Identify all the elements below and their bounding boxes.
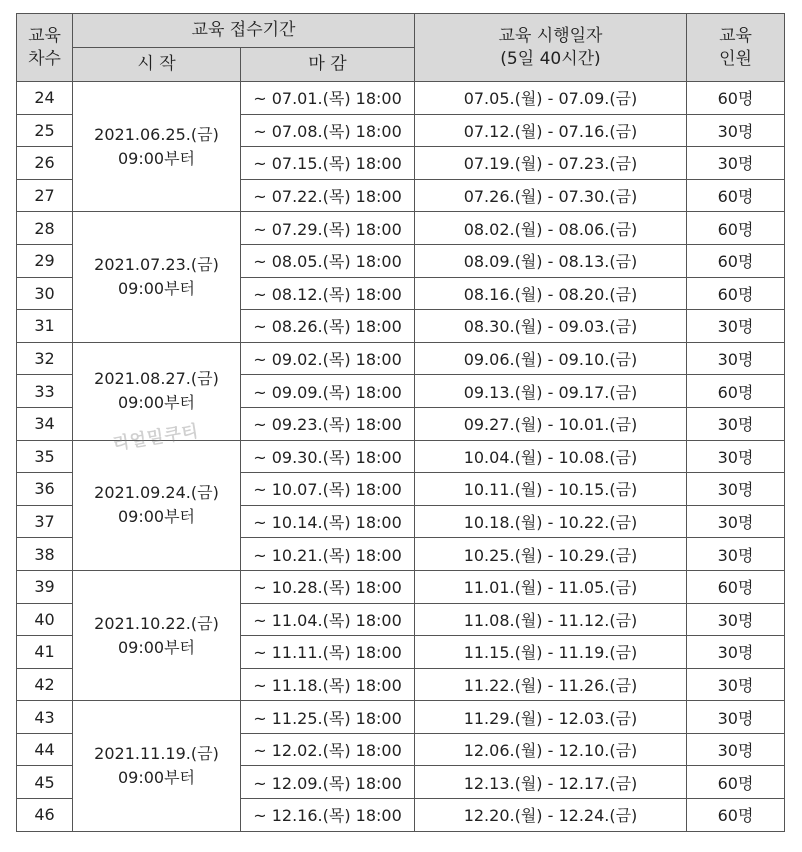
round-cell: 36 (17, 473, 73, 506)
execution-cell: 09.06.(월) - 09.10.(금) (415, 342, 687, 375)
people-cell: 30명 (687, 538, 785, 571)
table-row (17, 701, 785, 734)
deadline-cell: ~ 09.30.(목) 18:00 (241, 440, 415, 473)
header-round-line2: 차수 (28, 48, 61, 69)
people-cell: 60명 (687, 375, 785, 408)
people-cell: 60명 (687, 82, 785, 115)
round-cell: 27 (17, 179, 73, 212)
table-row (17, 82, 785, 115)
deadline-cell: ~ 11.11.(목) 18:00 (241, 636, 415, 669)
round-cell: 44 (17, 733, 73, 766)
start-cell (73, 212, 241, 342)
execution-cell: 12.13.(월) - 12.17.(금) (415, 766, 687, 799)
execution-cell: 08.09.(월) - 08.13.(금) (415, 244, 687, 277)
deadline-cell: ~ 11.25.(목) 18:00 (241, 701, 415, 734)
execution-cell: 07.19.(월) - 07.23.(금) (415, 147, 687, 180)
execution-cell: 10.11.(월) - 10.15.(금) (415, 473, 687, 506)
deadline-cell: ~ 07.22.(목) 18:00 (241, 179, 415, 212)
round-cell: 24 (17, 82, 73, 115)
people-cell: 30명 (687, 505, 785, 538)
people-cell: 30명 (687, 310, 785, 343)
table-row (17, 342, 785, 375)
table-row (17, 570, 785, 603)
execution-cell: 11.15.(월) - 11.19.(금) (415, 636, 687, 669)
people-cell: 30명 (687, 733, 785, 766)
start-cell-line: 09:00부터 (117, 279, 196, 299)
people-cell: 30명 (687, 114, 785, 147)
execution-cell: 10.18.(월) - 10.22.(금) (415, 505, 687, 538)
execution-cell: 10.25.(월) - 10.29.(금) (415, 538, 687, 571)
round-cell: 40 (17, 603, 73, 636)
deadline-cell: ~ 12.16.(목) 18:00 (241, 799, 415, 832)
deadline-cell: ~ 12.09.(목) 18:00 (241, 766, 415, 799)
start-cell-line: 2021.09.24.(금) (94, 483, 219, 503)
deadline-cell: ~ 07.15.(목) 18:00 (241, 147, 415, 180)
execution-cell: 07.05.(월) - 07.09.(금) (415, 82, 687, 115)
execution-cell: 09.13.(월) - 09.17.(금) (415, 375, 687, 408)
round-cell: 43 (17, 701, 73, 734)
deadline-cell: ~ 08.05.(목) 18:00 (241, 244, 415, 277)
execution-cell: 09.27.(월) - 10.01.(금) (415, 407, 687, 440)
round-cell: 41 (17, 636, 73, 669)
start-cell-line: 2021.06.25.(금) (94, 124, 219, 144)
header-round (17, 14, 73, 82)
deadline-cell: ~ 07.01.(목) 18:00 (241, 82, 415, 115)
execution-cell: 12.20.(월) - 12.24.(금) (415, 799, 687, 832)
round-cell: 37 (17, 505, 73, 538)
deadline-cell: ~ 11.18.(목) 18:00 (241, 668, 415, 701)
people-cell: 30명 (687, 407, 785, 440)
schedule-table (16, 13, 785, 832)
execution-cell: 08.16.(월) - 08.20.(금) (415, 277, 687, 310)
deadline-cell: ~ 08.26.(목) 18:00 (241, 310, 415, 343)
execution-cell: 07.26.(월) - 07.30.(금) (415, 179, 687, 212)
header-execution-line2: (5일 40시간) (500, 48, 601, 69)
execution-cell: 11.08.(월) - 11.12.(금) (415, 603, 687, 636)
round-cell: 35 (17, 440, 73, 473)
people-cell: 60명 (687, 799, 785, 832)
round-cell: 45 (17, 766, 73, 799)
deadline-cell: ~ 07.29.(목) 18:00 (241, 212, 415, 245)
deadline-cell: ~ 07.08.(목) 18:00 (241, 114, 415, 147)
watermark: 리얼밀쿠티 (111, 421, 201, 455)
execution-cell: 11.01.(월) - 11.05.(금) (415, 570, 687, 603)
people-cell: 60명 (687, 244, 785, 277)
round-cell: 32 (17, 342, 73, 375)
start-cell-line: 09:00부터 (117, 393, 196, 413)
people-cell: 60명 (687, 570, 785, 603)
start-cell-line: 2021.07.23.(금) (94, 255, 219, 275)
deadline-cell: ~ 10.07.(목) 18:00 (241, 473, 415, 506)
header-start: 시 작 (73, 48, 241, 82)
deadline-cell: ~ 10.28.(목) 18:00 (241, 570, 415, 603)
start-cell-line: 2021.11.19.(금) (94, 743, 219, 763)
people-cell: 60명 (687, 766, 785, 799)
people-cell: 30명 (687, 701, 785, 734)
deadline-cell: ~ 11.04.(목) 18:00 (241, 603, 415, 636)
table-row (17, 212, 785, 245)
header-people-line2: 인원 (719, 48, 752, 69)
header-people (687, 14, 785, 82)
round-cell: 39 (17, 570, 73, 603)
deadline-cell: ~ 09.02.(목) 18:00 (241, 342, 415, 375)
round-cell: 29 (17, 244, 73, 277)
people-cell: 60명 (687, 212, 785, 245)
round-cell: 26 (17, 147, 73, 180)
execution-cell: 10.04.(월) - 10.08.(금) (415, 440, 687, 473)
start-cell (73, 82, 241, 212)
start-cell-line: 2021.08.27.(금) (94, 369, 219, 389)
round-cell: 30 (17, 277, 73, 310)
deadline-cell: ~ 09.09.(목) 18:00 (241, 375, 415, 408)
start-cell (73, 701, 241, 831)
people-cell: 30명 (687, 636, 785, 669)
table-body (17, 82, 785, 832)
execution-cell: 11.22.(월) - 11.26.(금) (415, 668, 687, 701)
round-cell: 33 (17, 375, 73, 408)
round-cell: 42 (17, 668, 73, 701)
round-cell: 38 (17, 538, 73, 571)
deadline-cell: ~ 10.21.(목) 18:00 (241, 538, 415, 571)
start-cell-line: 09:00부터 (117, 767, 196, 787)
header-reception: 교육 접수기간 (73, 14, 415, 48)
header-execution (415, 14, 687, 82)
execution-cell: 12.06.(월) - 12.10.(금) (415, 733, 687, 766)
people-cell: 30명 (687, 342, 785, 375)
execution-cell: 08.02.(월) - 08.06.(금) (415, 212, 687, 245)
header-round-line1: 교육 (28, 25, 61, 46)
people-cell: 30명 (687, 473, 785, 506)
header-people-line1: 교육 (719, 25, 752, 46)
people-cell: 60명 (687, 179, 785, 212)
people-cell: 30명 (687, 147, 785, 180)
round-cell: 46 (17, 799, 73, 832)
table-header (17, 14, 785, 82)
people-cell: 60명 (687, 277, 785, 310)
start-cell (73, 440, 241, 570)
deadline-cell: ~ 12.02.(목) 18:00 (241, 733, 415, 766)
round-cell: 34 (17, 407, 73, 440)
deadline-cell: ~ 08.12.(목) 18:00 (241, 277, 415, 310)
execution-cell: 08.30.(월) - 09.03.(금) (415, 310, 687, 343)
people-cell: 30명 (687, 440, 785, 473)
round-cell: 25 (17, 114, 73, 147)
start-cell-line: 09:00부터 (117, 637, 196, 657)
deadline-cell: ~ 09.23.(목) 18:00 (241, 407, 415, 440)
start-cell-line: 09:00부터 (117, 507, 196, 527)
start-cell (73, 570, 241, 700)
start-cell-line: 2021.10.22.(금) (94, 613, 219, 633)
deadline-cell: ~ 10.14.(목) 18:00 (241, 505, 415, 538)
round-cell: 28 (17, 212, 73, 245)
round-cell: 31 (17, 310, 73, 343)
header-execution-line1: 교육 시행일자 (498, 25, 603, 46)
start-cell-line: 09:00부터 (117, 148, 196, 168)
people-cell: 30명 (687, 603, 785, 636)
header-deadline: 마 감 (241, 48, 415, 82)
execution-cell: 11.29.(월) - 12.03.(금) (415, 701, 687, 734)
people-cell: 30명 (687, 668, 785, 701)
execution-cell: 07.12.(월) - 07.16.(금) (415, 114, 687, 147)
